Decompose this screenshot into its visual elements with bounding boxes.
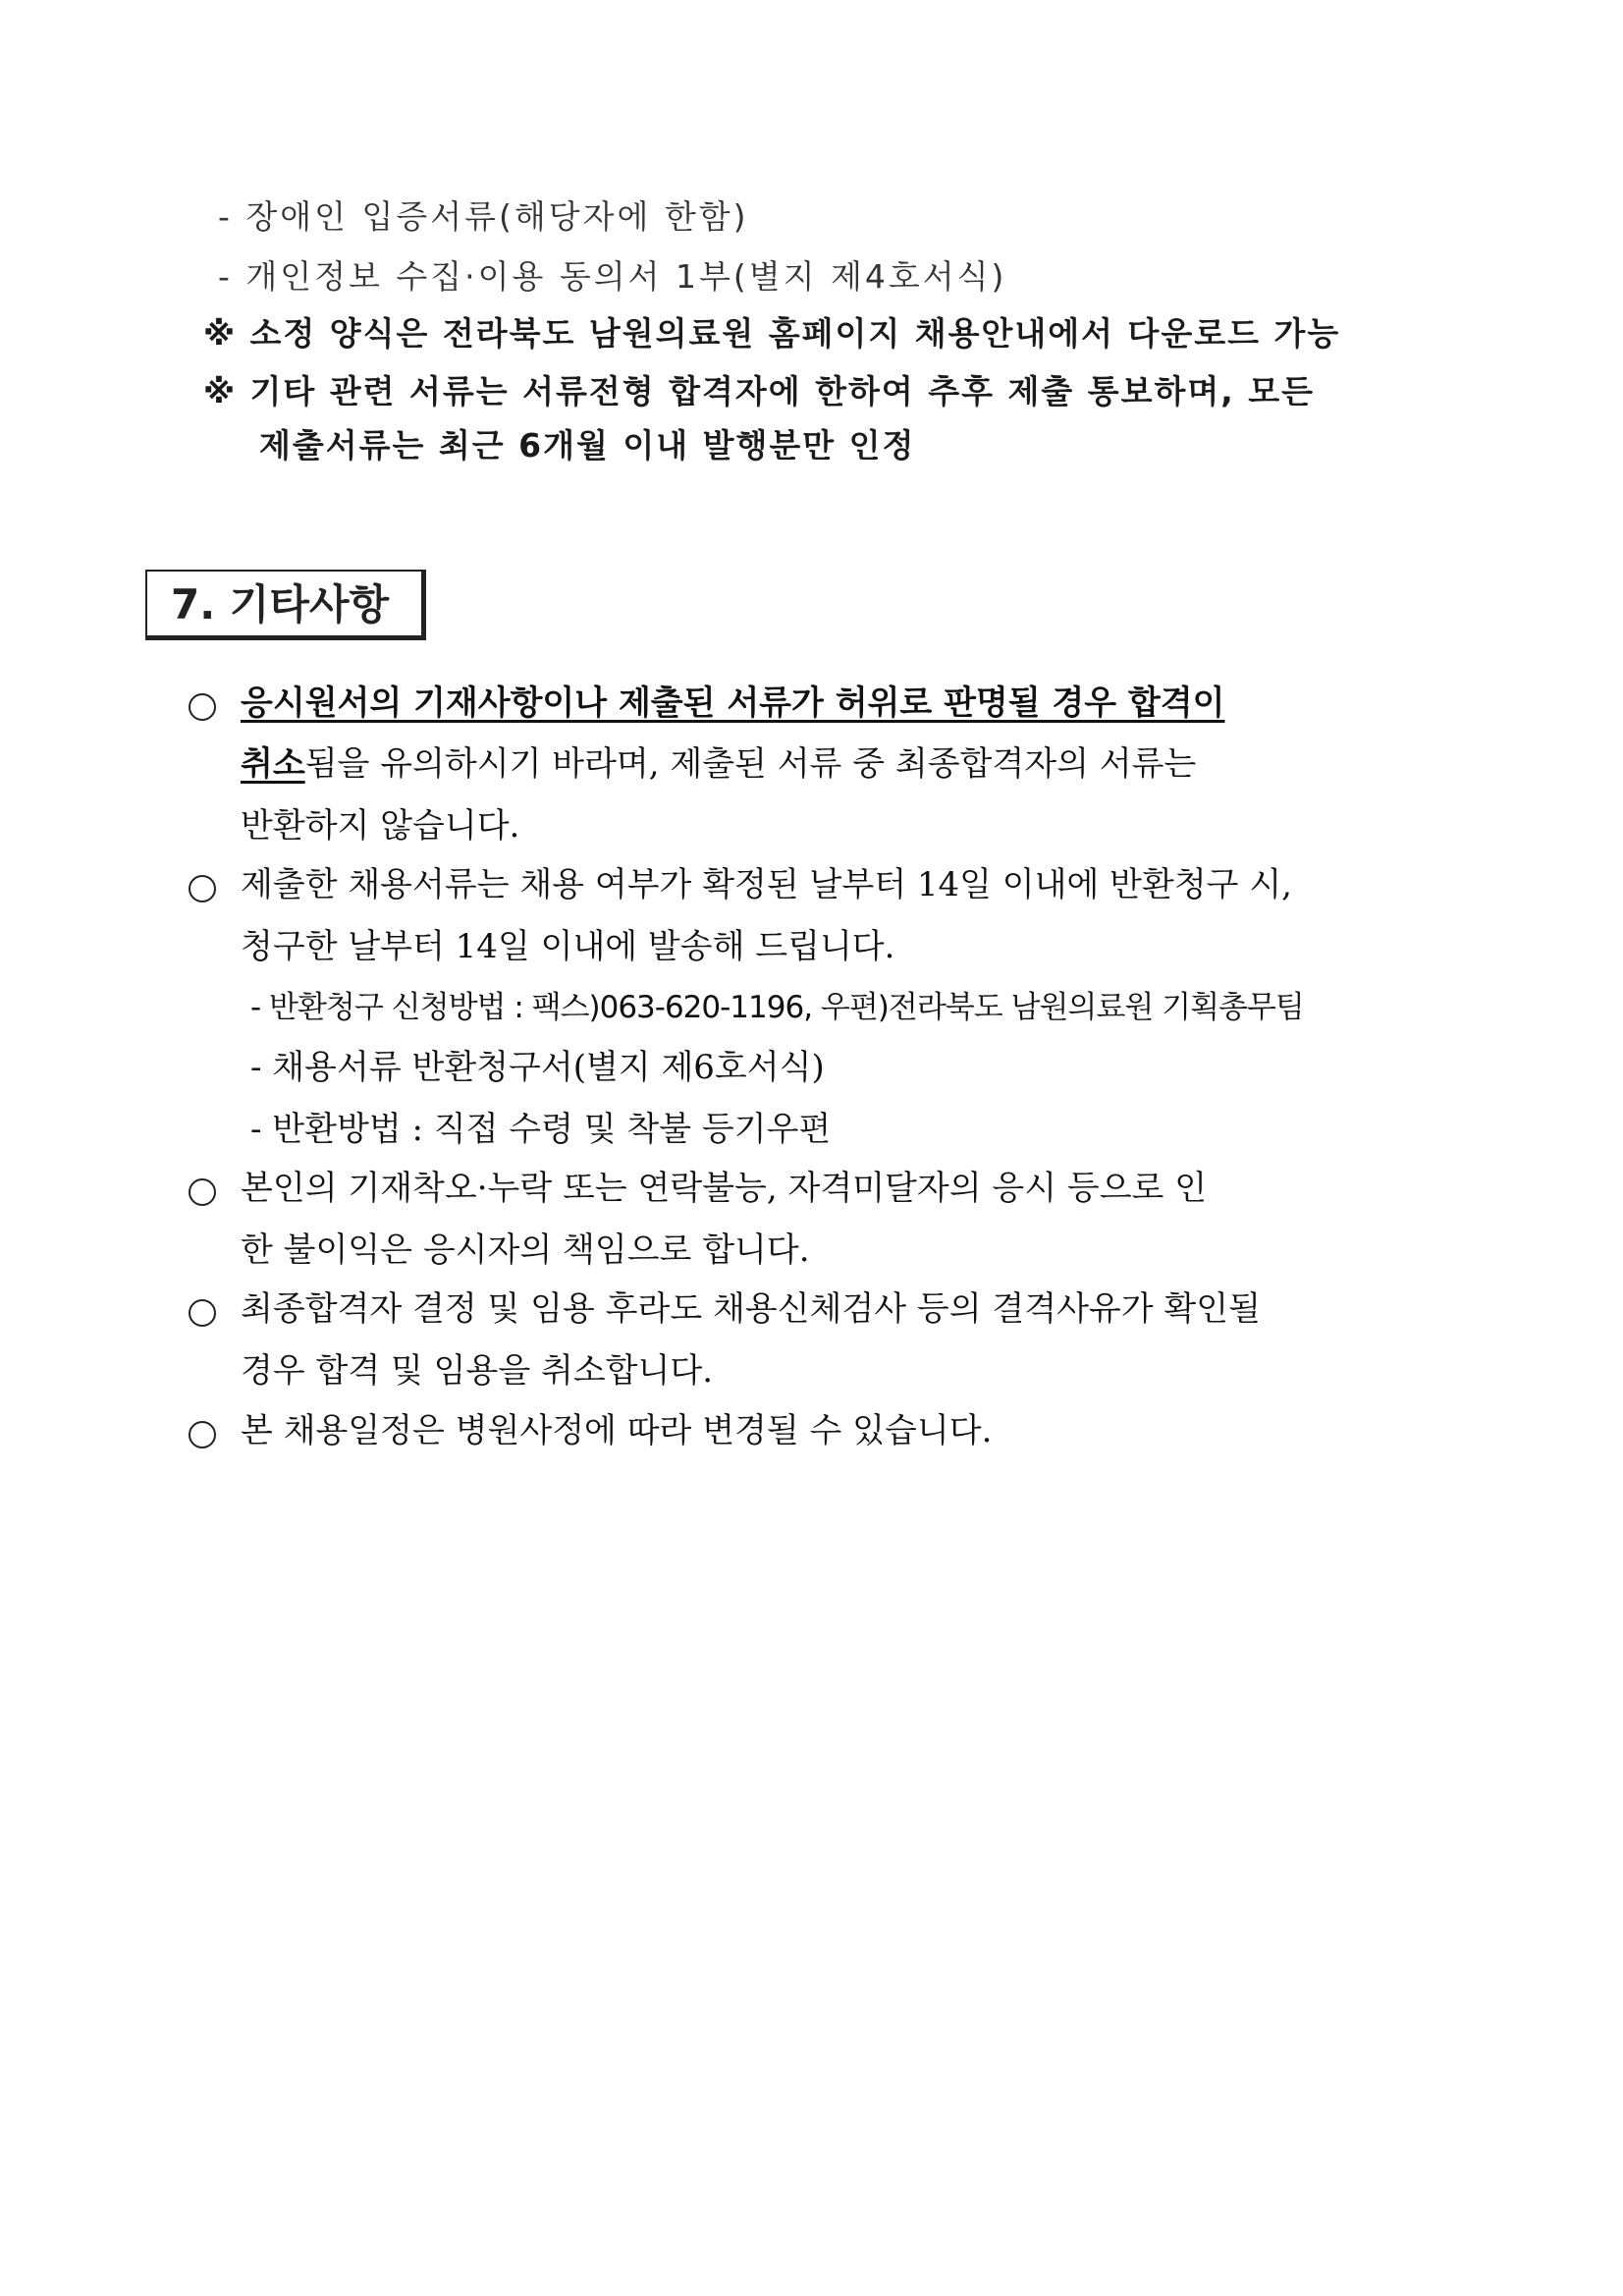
item5-line1: 본 채용일정은 병원사정에 따라 변경될 수 있습니다. xyxy=(241,1411,993,1450)
section-header-box xyxy=(145,570,426,640)
note-other-docs xyxy=(203,370,1315,413)
note-mark: ※ xyxy=(203,372,238,410)
item3-line2: 한 불이익은 응시자의 책임으로 합니다. xyxy=(241,1230,810,1270)
section-title: 7. 기타사항 xyxy=(171,580,390,629)
item2-line1: 제출한 채용서류는 채용 여부가 확정된 날부터 14일 이내에 반환청구 시, xyxy=(241,865,1292,904)
circle-bullet-icon xyxy=(189,1299,216,1327)
note-text: 소정 양식은 전라북도 남원의료원 홈페이지 채용안내에서 다운로드 가능 xyxy=(249,314,1341,353)
circle-bullet-icon xyxy=(189,693,216,721)
circle-bullet-icon xyxy=(189,1421,216,1449)
item1-line1 xyxy=(241,681,1225,726)
circle-bullet-icon xyxy=(189,1178,216,1206)
circle-bullet-icon xyxy=(189,875,216,902)
note-text: 기타 관련 서류는 서류전형 합격자에 한하여 추후 제출 통보하며, 모든 xyxy=(249,372,1316,410)
list-item-privacy-consent: - 개인정보 수집·이용 동의서 1부(별지 제4호서식) xyxy=(218,257,1007,296)
item1-line2-text: 됨을 유의하시기 바라며, 제출된 서류 중 최종합격자의 서류는 xyxy=(304,744,1197,784)
note-mark: ※ xyxy=(203,314,238,353)
item1-underlined-cancel: 취소 xyxy=(241,744,305,784)
item3-line1: 본인의 기재착오·누락 또는 연락불능, 자격미달자의 응시 등으로 인 xyxy=(241,1169,1208,1208)
item2-sub-return-form: - 채용서류 반환청구서(별지 제6호서식) xyxy=(250,1048,825,1087)
item2-sub-return-method: - 반환청구 신청방법 : 팩스)063-620-1196, 우편)전라북도 남원의료원 기획총무팀 xyxy=(250,990,1304,1025)
item1-line2 xyxy=(241,741,1196,787)
list-item-disability-docs: - 장애인 입증서류(해당자에 한함) xyxy=(218,197,749,236)
note-other-docs-cont: 제출서류는 최근 6개월 이내 발행분만 인정 xyxy=(259,426,916,465)
item4-line2: 경우 합격 및 임용을 취소합니다. xyxy=(241,1351,714,1391)
item2-sub-return-way: - 반환방법 : 직접 수령 및 착불 등기우편 xyxy=(250,1110,832,1149)
item4-line1: 최종합격자 결정 및 임용 후라도 채용신체검사 등의 결격사유가 확인될 xyxy=(241,1289,1261,1329)
item1-line3: 반환하지 않습니다. xyxy=(241,806,520,846)
item2-line2: 청구한 날부터 14일 이내에 발송해 드립니다. xyxy=(241,927,895,966)
note-download xyxy=(203,312,1340,355)
item1-underlined-text: 응시원서의 기재사항이나 제출된 서류가 허위로 판명될 경우 합격이 xyxy=(241,683,1225,723)
